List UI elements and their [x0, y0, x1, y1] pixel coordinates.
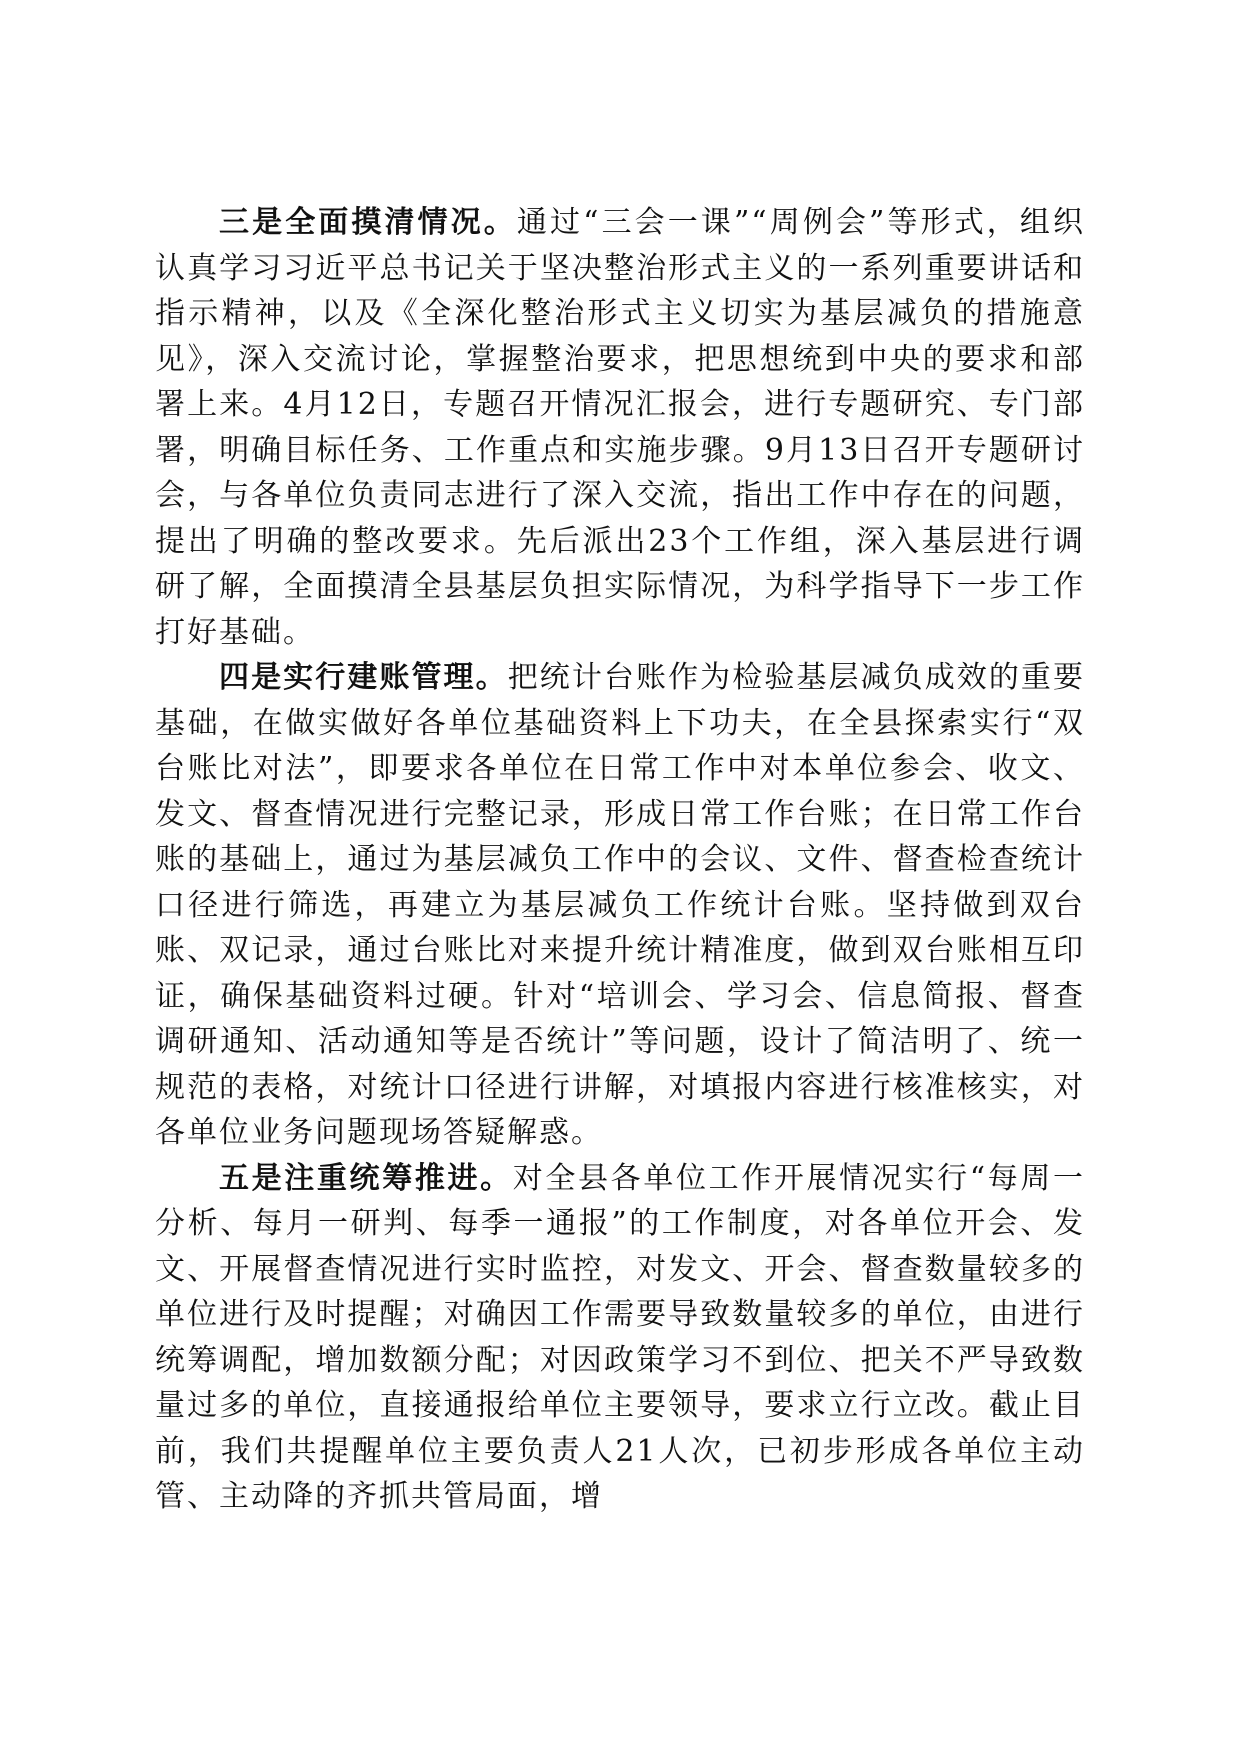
paragraph-three-text: 通过“三会一课”“周例会”等形式，组织认真学习习近平总书记关于坚决整治形式主义的一系列重要讲话和指示精神，以及《全深化整治形式主义切实为基层减负的措施意见》，深入交流讨论，掌握整治要求，把思想统到中央的要求和部署上来。4月12日，专题召开情况汇报会，进行专题研究、专门部署，明确目标任务、工作重点和实施步骤。9月13日召开专题研讨会，与各单位负责同志进行了深入交流，指出工作中存在的问题，提出了明确的整改要求。先后派出23个工作组，深入基层进行调研了解，全面摸清全县基层负担实际情况，为科学指导下一步工作打好基础。 [155, 205, 1085, 650]
paragraph-five-heading: 五是注重统筹推进。 [219, 1160, 513, 1196]
paragraph-four-text: 把统计台账作为检验基层减负成效的重要基础，在做实做好各单位基础资料上下功夫，在全县探索实行“双台账比对法”，即要求各单位在日常工作中对本单位参会、收文、发文、督查情况进行完整记录，形成日常工作台账；在日常工作台账的基础上，通过为基层减负工作中的会议、文件、督查检查统计口径进行筛选，再建立为基层减负工作统计台账。坚持做到双台账、双记录，通过台账比对来提升统计精准度，做到双台账相互印证，确保基础资料过硬。针对“培训会、学习会、信息简报、督查调研通知、活动通知等是否统计”等问题，设计了简洁明了、统一规范的表格，对统计口径进行讲解，对填报内容进行核准核实，对各单位业务问题现场答疑解惑。 [155, 660, 1086, 1150]
paragraph-five [155, 1156, 1085, 1520]
paragraph-three-heading: 三是全面摸清情况。 [219, 205, 517, 240]
paragraph-four [155, 655, 1085, 1156]
paragraph-four-heading: 四是实行建账管理。 [219, 660, 508, 695]
paragraph-three [155, 200, 1085, 655]
document-body [155, 200, 1085, 1520]
paragraph-five-text: 对全县各单位工作开展情况实行“每周一分析、每月一研判、每季一通报”的工作制度，对各单位开会、发文、开展督查情况进行实时监控，对发文、开会、督查数量较多的单位进行及时提醒；对确因工作需要导致数量较多的单位，由进行统筹调配，增加数额分配；对因政策学习不到位、把关不严导致数量过多的单位，直接通报给单位主要领导，要求立行立改。截止目前，我们共提醒单位主要负责人21人次，已初步形成各单位主动管、主动降的齐抓共管局面，增 [155, 1160, 1085, 1514]
